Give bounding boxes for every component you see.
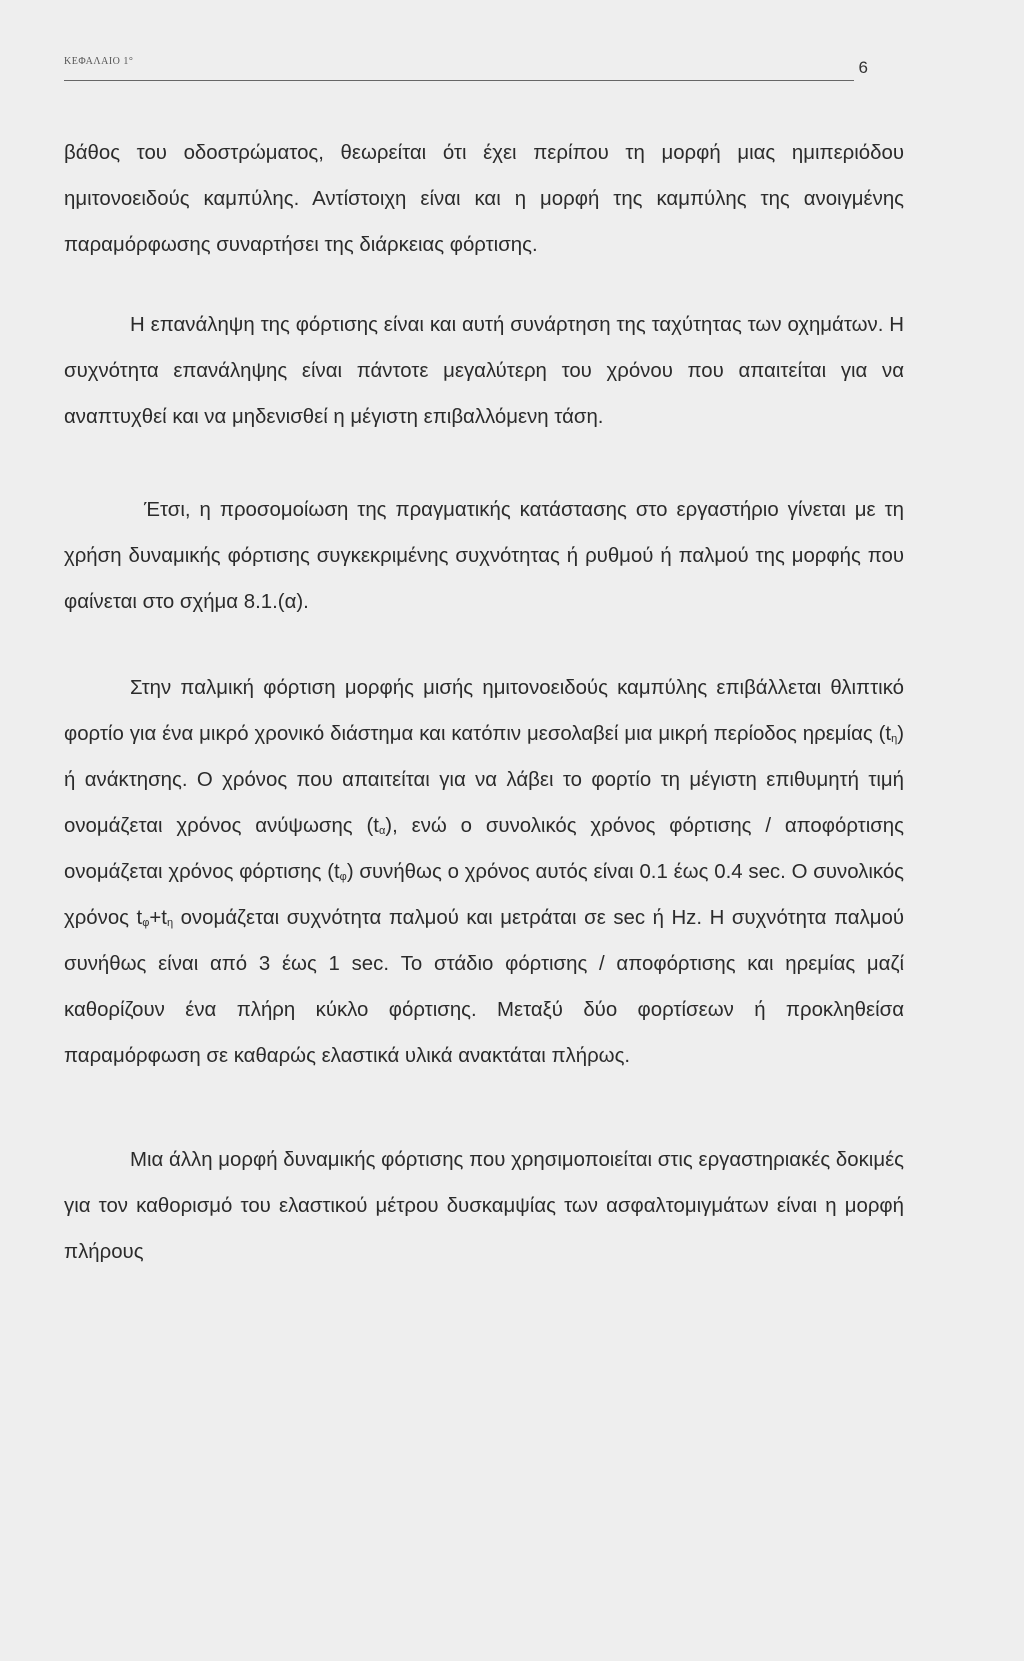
- paragraph-4-part-2: ) ή ανάκτησης. Ο χρόνος που απαιτείται για να λάβει το φορτίο τη μέγιστη επιθυμητή τιμή ονομάζεται χρόνος ανύψωσης (t: [64, 723, 904, 837]
- paragraph-4: [64, 665, 904, 1079]
- subscript-n1: η: [891, 733, 898, 745]
- paragraph-4-part-3: ), ενώ ο συνολικός χρόνος φόρτισης / αποφόρτισης ονομάζεται χρόνος φόρτισης (t: [64, 815, 904, 883]
- paragraph-4-part-1: Στην παλμική φόρτιση μορφής μισής ημιτονοειδούς καμπύλης επιβάλλεται θλιπτικό φορτίο για ένα μικρό χρονικό διάστημα και κατόπιν μεσολαβεί μια μικρή περίοδος ηρεμίας (t: [64, 677, 904, 745]
- paragraph-1: βάθος του οδοστρώματος, θεωρείται ότι έχει περίπου τη μορφή μιας ημιπεριόδου ημιτονοειδούς καμπύλης. Αντίστοιχη είναι και η μορφή της καμπύλης της ανοιγμένης παραμόρφωσης συναρτήσει της διάρκειας φόρτισης.: [64, 142, 904, 256]
- subscript-a: α: [378, 825, 386, 837]
- paragraph-5: Μια άλλη μορφή δυναμικής φόρτισης που χρησιμοποιείται στις εργαστηριακές δοκιμές για τον καθορισμό του ελαστικού μέτρου δυσκαμψίας των ασφαλτομιγμάτων είναι η μορφή πλήρους: [64, 1149, 904, 1263]
- chapter-label: ΚΕΦΑΛΑΙΟ 1°: [64, 56, 134, 67]
- subscript-phi2: φ: [142, 917, 150, 929]
- paragraph-4-part-6: ονομάζεται συχνότητα παλμού και μετράται σε sec ή Hz. Η συχνότητα παλμού συνήθως είναι από 3 έως 1 sec. Το στάδιο φόρτισης / αποφόρτισης και ηρεμίας μαζί καθορίζουν ένα πλήρη κύκλο φόρτισης. Μεταξύ δύο φορτίσεων ή προκληθείσα παραμόρφωση σε καθαρώς ελαστικά υλικά ανακτάται πλήρως.: [64, 907, 904, 1067]
- page-header: [64, 56, 868, 88]
- subscript-n2: η: [166, 917, 174, 929]
- paragraph-2: Η επανάληψη της φόρτισης είναι και αυτή συνάρτηση της ταχύτητας των οχημάτων. Η συχνότητα επανάληψης είναι πάντοτε μεγαλύτερη του χρόνου που απαιτείται για να αναπτυχθεί και να μηδενισθεί η μέγιστη επιβαλλόμενη τάση.: [64, 314, 904, 428]
- paragraph-4-part-4: ) συνήθως ο χρόνος αυτός είναι 0.1 έως 0.4 sec. Ο συνολικός χρόνος t: [64, 861, 904, 929]
- page-number: 6: [858, 58, 868, 77]
- paragraph-3: Έτσι, η προσομοίωση της πραγματικής κατάστασης στο εργαστήριο γίνεται με τη χρήση δυναμικής φόρτισης συγκεκριμένης συχνότητας ή ρυθμού ή παλμού της μορφής που φαίνεται στο σχήμα 8.1.(α).: [64, 499, 904, 613]
- paragraph-4-part-5: +t: [149, 907, 167, 929]
- header-rule: [64, 80, 854, 81]
- body-text: [64, 130, 904, 1275]
- subscript-phi1: φ: [339, 871, 347, 883]
